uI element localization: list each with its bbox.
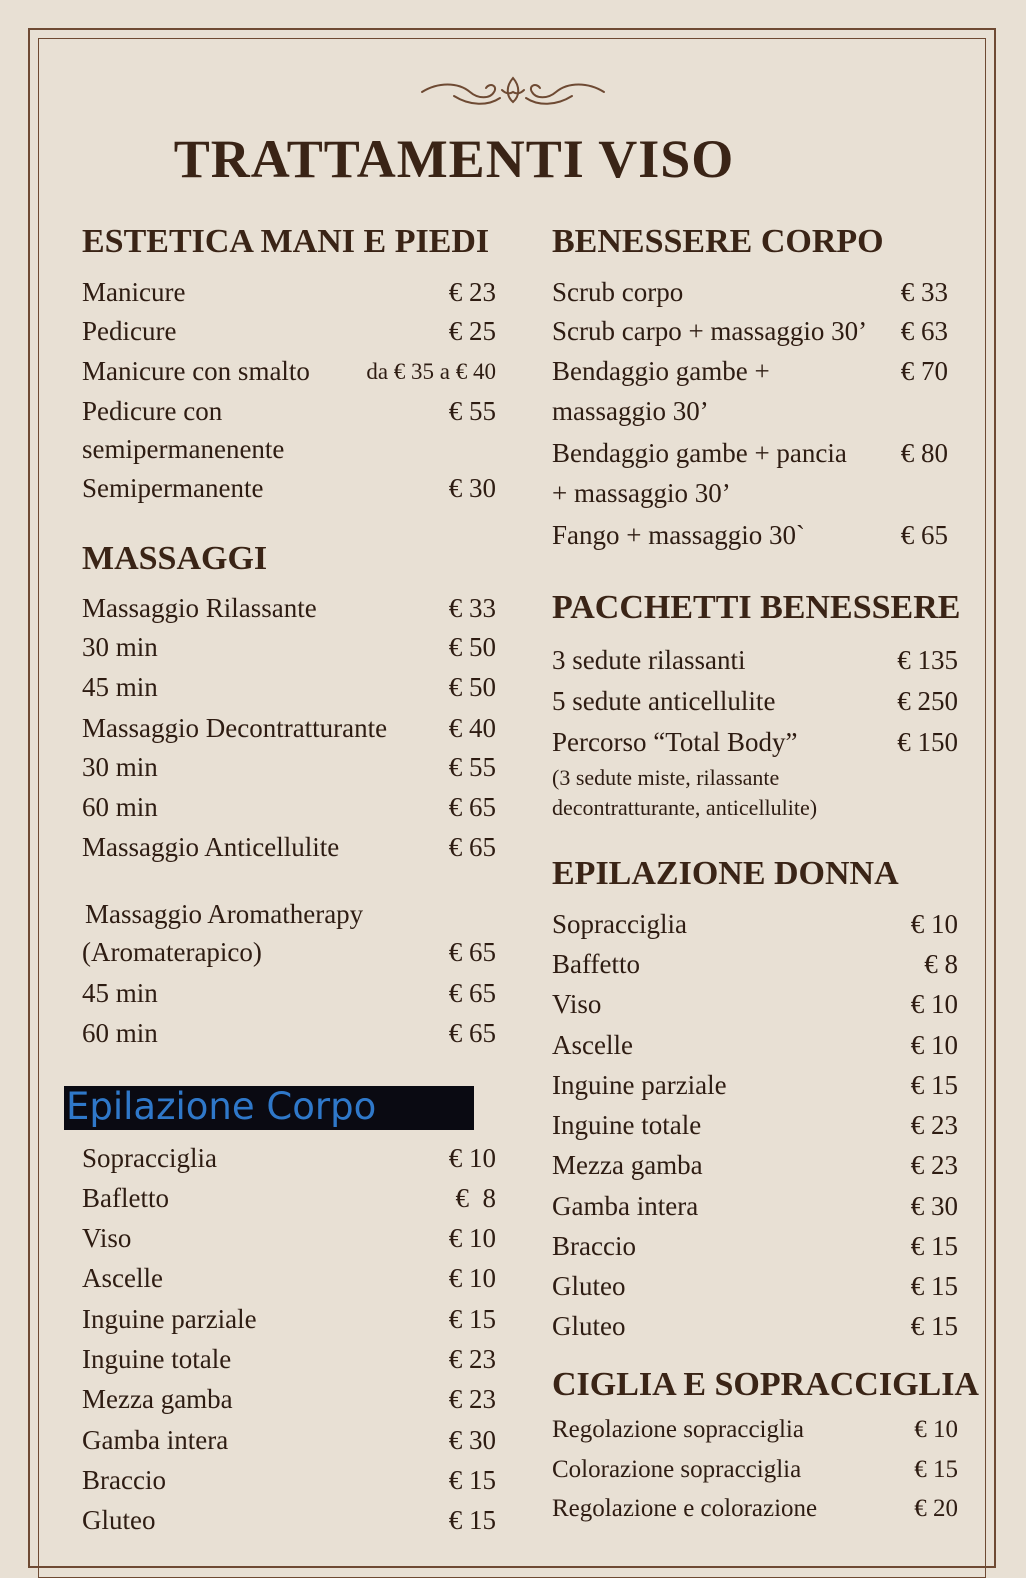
list-item: [82, 1263, 496, 1299]
item-price: € 65: [448, 832, 496, 862]
item-name: 30 min: [82, 632, 158, 662]
item-name: 3 sedute rilassanti: [552, 645, 746, 675]
item-name: Baffetto: [552, 949, 640, 979]
item-name: semipermanenente: [82, 434, 285, 464]
item-price: € 23: [448, 277, 496, 307]
section-heading-epilazione-donna: EPILAZIONE DONNA: [552, 855, 899, 892]
item-name: Bendaggio gambe +: [552, 356, 770, 386]
list-item: [82, 752, 496, 788]
list-item: [552, 645, 958, 681]
item-name: Sopracciglia: [552, 909, 687, 939]
item-price: € 65: [448, 792, 496, 822]
item-name: massaggio 30’: [552, 396, 709, 426]
list-item: [82, 277, 496, 313]
list-item: [552, 989, 958, 1025]
item-price: € 10: [910, 1030, 958, 1060]
list-item: [552, 1311, 958, 1347]
section-heading-epilazione-corpo: Epilazione Corpo: [64, 1086, 474, 1130]
item-price: € 25: [448, 316, 496, 346]
item-price: € 55: [448, 396, 496, 426]
item-price: € 33: [900, 277, 948, 307]
list-item: [82, 1344, 496, 1380]
list-item: [552, 1416, 958, 1452]
item-price: € 63: [900, 316, 948, 346]
item-name: 30 min: [82, 752, 158, 782]
item-price: € 65: [448, 978, 496, 1008]
item-price: da € 35 a € 40: [366, 359, 496, 384]
item-name: Braccio: [82, 1465, 166, 1495]
item-name: Semipermanente: [82, 473, 264, 503]
item-price: € 15: [914, 1456, 958, 1483]
item-price: € 65: [448, 1018, 496, 1048]
list-item: [552, 1030, 958, 1066]
page-title: TRATTAMENTI VISO: [173, 129, 735, 189]
list-item: [82, 1304, 496, 1340]
item-price: € 55: [448, 752, 496, 782]
item-name: Ascelle: [552, 1030, 633, 1060]
item-price: € 50: [448, 672, 496, 702]
item-name: Inguine parziale: [552, 1070, 727, 1100]
item-name: Manicure: [82, 277, 186, 307]
item-price: € 15: [910, 1311, 958, 1341]
item-price: € 65: [448, 937, 496, 967]
list-item: [552, 1271, 958, 1307]
list-item: [552, 1495, 958, 1531]
item-price: € 30: [448, 473, 496, 503]
item-price: € 40: [448, 713, 496, 743]
item-name: Bafletto: [82, 1183, 169, 1213]
aroma-title: Massaggio Aromatherapy: [85, 899, 364, 929]
list-item: [82, 1183, 496, 1219]
list-item: [552, 909, 958, 945]
package-note: (3 sedute miste, rilassante: [552, 765, 780, 790]
list-item: [552, 1191, 958, 1227]
list-item: [552, 727, 958, 763]
list-item: [552, 1231, 958, 1267]
item-name: Bendaggio gambe + pancia: [552, 438, 847, 468]
item-price: € 10: [448, 1263, 496, 1293]
item-price: € 10: [448, 1223, 496, 1253]
list-item: [552, 1150, 958, 1186]
item-name: Manicure con smalto: [82, 356, 310, 386]
ornament-flourish-icon: [418, 72, 608, 112]
item-name: Mezza gamba: [552, 1150, 703, 1180]
item-name: Inguine parziale: [82, 1304, 257, 1334]
item-name: Gamba intera: [82, 1425, 229, 1455]
item-name: 60 min: [82, 1018, 158, 1048]
item-name: Gluteo: [552, 1311, 626, 1341]
item-name: (Aromaterapico): [82, 937, 262, 967]
item-price: € 10: [910, 909, 958, 939]
item-price: € 23: [448, 1344, 496, 1374]
item-name: Inguine totale: [552, 1110, 702, 1140]
section-heading-massaggi: MASSAGGI: [82, 540, 268, 577]
item-name: Ascelle: [82, 1263, 163, 1293]
list-item: [82, 1465, 496, 1501]
list-item: [82, 713, 496, 749]
list-item: [82, 396, 496, 432]
list-item: [82, 434, 496, 470]
item-name: 60 min: [82, 792, 158, 822]
list-item: [82, 792, 496, 828]
item-name: Mezza gamba: [82, 1384, 233, 1414]
item-name: Viso: [82, 1223, 132, 1253]
list-item: [82, 832, 496, 868]
item-price: € 33: [448, 593, 496, 623]
list-item: [552, 438, 948, 474]
item-name: Scrub corpo: [552, 277, 684, 307]
section-heading-benessere: BENESSERE CORPO: [552, 223, 884, 260]
item-price: € 30: [910, 1191, 958, 1221]
section-heading-ciglia: CIGLIA E SOPRACCIGLIA: [552, 1366, 979, 1403]
item-price: € 80: [900, 438, 948, 468]
list-item: [552, 949, 958, 985]
item-price: € 23: [910, 1150, 958, 1180]
list-item: [82, 672, 496, 708]
list-item: [552, 277, 948, 313]
item-price: € 10: [448, 1143, 496, 1173]
section-heading-pacchetti: PACCHETTI BENESSERE: [552, 589, 961, 626]
item-price: € 10: [914, 1416, 958, 1443]
item-name: Regolazione sopracciglia: [552, 1416, 804, 1443]
list-item: [552, 316, 948, 352]
item-name: Inguine totale: [82, 1344, 232, 1374]
item-name: Pedicure con: [82, 396, 223, 426]
list-item: [552, 686, 958, 722]
item-price: € 23: [448, 1384, 496, 1414]
item-price: € 15: [910, 1231, 958, 1261]
item-name: Sopracciglia: [82, 1143, 217, 1173]
item-price: € 150: [897, 727, 958, 757]
package-note: decontratturante, anticellulite): [552, 795, 818, 820]
item-price: € 8: [924, 949, 958, 979]
item-price: € 15: [448, 1304, 496, 1334]
item-name: + massaggio 30’: [552, 478, 731, 508]
item-price: € 8: [455, 1183, 496, 1213]
item-price: € 15: [448, 1505, 496, 1535]
list-item: [82, 1425, 496, 1461]
item-price: € 20: [914, 1495, 958, 1522]
item-name: Gluteo: [552, 1271, 626, 1301]
item-price: € 23: [910, 1110, 958, 1140]
list-item: [552, 478, 948, 514]
item-name: Fango + massaggio 30`: [552, 520, 805, 550]
list-item: [82, 473, 496, 509]
list-item: [82, 316, 496, 352]
item-name: Massaggio Decontratturante: [82, 713, 388, 743]
item-name: Colorazione sopracciglia: [552, 1456, 802, 1483]
list-item: [82, 937, 496, 973]
list-item: [552, 1110, 958, 1146]
item-price: € 15: [448, 1465, 496, 1495]
list-item: [82, 593, 496, 629]
item-price: € 15: [910, 1271, 958, 1301]
list-item: [552, 1070, 958, 1106]
item-price: € 135: [897, 645, 958, 675]
item-price: € 65: [900, 520, 948, 550]
item-name: 5 sedute anticellulite: [552, 686, 776, 716]
list-item: [552, 356, 948, 392]
item-name: Scrub carpo + massaggio 30’: [552, 316, 868, 346]
list-item: [552, 1456, 958, 1492]
item-price: € 10: [910, 989, 958, 1019]
item-name: 45 min: [82, 978, 158, 1008]
item-name: Gluteo: [82, 1505, 156, 1535]
list-item: [82, 356, 496, 392]
item-name: Regolazione e colorazione: [552, 1495, 818, 1522]
item-name: Viso: [552, 989, 602, 1019]
list-item: [82, 1018, 496, 1054]
item-name: Massaggio Anticellulite: [82, 832, 340, 862]
item-price: € 250: [897, 686, 958, 716]
list-item: [82, 1223, 496, 1259]
section-heading-estetica: ESTETICA MANI E PIEDI: [82, 223, 490, 260]
list-item: [552, 520, 948, 556]
list-item: [82, 1143, 496, 1179]
item-price: € 70: [900, 356, 948, 386]
item-price: € 30: [448, 1425, 496, 1455]
item-name: Percorso “Total Body”: [552, 727, 798, 757]
list-item: [82, 978, 496, 1014]
item-name: Massaggio Rilassante: [82, 593, 317, 623]
item-name: 45 min: [82, 672, 158, 702]
item-name: Gamba intera: [552, 1191, 699, 1221]
item-price: € 15: [910, 1070, 958, 1100]
item-price: € 50: [448, 632, 496, 662]
item-name: Braccio: [552, 1231, 636, 1261]
list-item: [82, 632, 496, 668]
list-item: [552, 396, 948, 432]
item-name: Pedicure: [82, 316, 177, 346]
list-item: [82, 1384, 496, 1420]
